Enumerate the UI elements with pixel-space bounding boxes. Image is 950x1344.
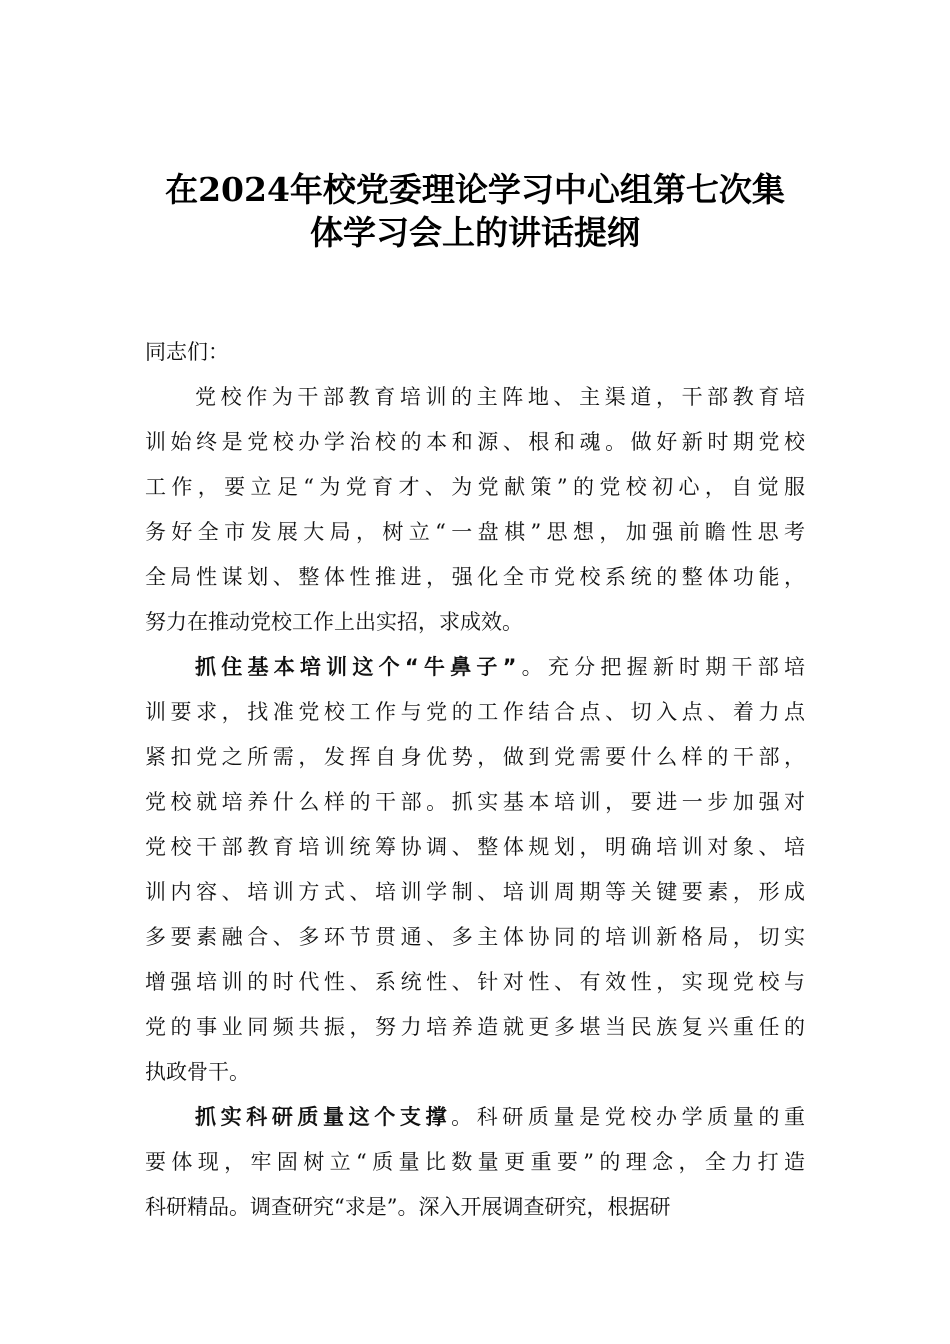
paragraph-text: 全局性谋划、整体性推进，强化全市党校系统的整体功能， (145, 565, 805, 589)
paragraph-line (145, 424, 805, 469)
paragraph-text: 科研精品。调查研究“求是”。深入开展调查研究，根据研 (145, 1195, 671, 1219)
paragraph-line (145, 604, 805, 649)
paragraph-line (145, 1144, 805, 1189)
paragraph-line (145, 829, 805, 874)
paragraph-line (145, 874, 805, 919)
paragraph-line (145, 1189, 805, 1234)
paragraph-text: 训始终是党校办学治校的本和源、根和魂。做好新时期党校 (145, 430, 805, 454)
paragraph-text: 。科研质量是党校办学质量的重 (451, 1105, 806, 1129)
paragraph-line (145, 739, 805, 784)
paragraph-line (145, 559, 805, 604)
paragraph-line (145, 514, 805, 559)
document-body (145, 334, 805, 1234)
document-title-line-1: 在2024年校党委理论学习中心组第七次集 (165, 170, 785, 209)
paragraph-text: 多要素融合、多环节贯通、多主体协同的培训新格局，切实 (145, 925, 805, 949)
paragraph-line (145, 1009, 805, 1054)
paragraph-heading: 抓住基本培训这个“牛鼻子” (195, 655, 517, 679)
paragraph-text: 。充分把握新时期干部培 (516, 655, 805, 679)
paragraph-text: 务好全市发展大局，树立“一盘棋”思想，加强前瞻性思考 (145, 520, 805, 544)
paragraph-text: 训要求，找准党校工作与党的工作结合点、切入点、着力点 (145, 700, 805, 724)
paragraph-text: 训内容、培训方式、培训学制、培训周期等关键要素，形成 (145, 880, 805, 904)
paragraph-text: 工作，要立足“为党育才、为党献策”的党校初心，自觉服 (145, 475, 805, 499)
paragraph-line (145, 469, 805, 514)
paragraph-line (145, 919, 805, 964)
paragraph (145, 649, 805, 1099)
paragraph-line (145, 649, 805, 694)
paragraph (145, 1099, 805, 1234)
paragraph-text: 努力在推动党校工作上出实招，求成效。 (145, 610, 523, 634)
paragraph-line (145, 784, 805, 829)
paragraph-text: 增强培训的时代性、系统性、针对性、有效性，实现党校与 (145, 970, 805, 994)
paragraph-line (145, 1099, 805, 1144)
paragraph-text: 党校作为干部教育培训的主阵地、主渠道，干部教育培 (195, 385, 805, 409)
paragraph-line (145, 1054, 805, 1099)
paragraph-text: 执政骨干。 (145, 1060, 250, 1084)
document-title-line-2: 体学习会上的讲话提纲 (310, 213, 640, 252)
paragraph (145, 379, 805, 649)
paragraph-heading: 抓实科研质量这个支撑 (195, 1105, 452, 1129)
paragraph-line (145, 964, 805, 1009)
paragraph-line (145, 694, 805, 739)
paragraph-text: 党校干部教育培训统筹协调、整体规划，明确培训对象、培 (145, 835, 805, 859)
paragraph-line (145, 379, 805, 424)
paragraph-text: 党校就培养什么样的干部。抓实基本培训，要进一步加强对 (145, 790, 805, 814)
paragraph-text: 党的事业同频共振，努力培养造就更多堪当民族复兴重任的 (145, 1015, 805, 1039)
paragraph-text: 紧扣党之所需，发挥自身优势，做到党需要什么样的干部， (145, 745, 805, 769)
paragraphs (145, 379, 805, 1234)
paragraph-text: 要体现，牢固树立“质量比数量更重要”的理念，全力打造 (145, 1150, 805, 1174)
salutation: 同志们： (145, 340, 229, 364)
